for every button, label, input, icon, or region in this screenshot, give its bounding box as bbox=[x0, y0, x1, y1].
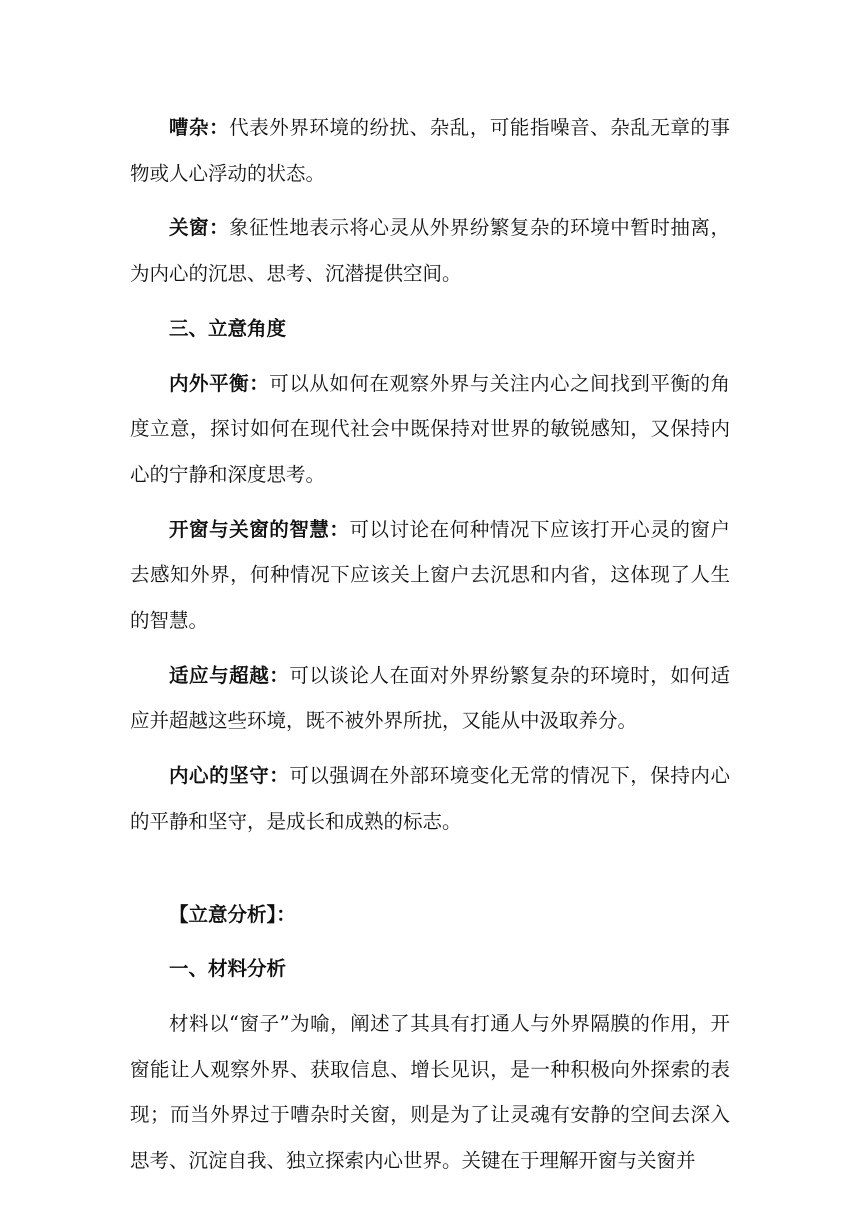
term-noise: 嘈杂： bbox=[169, 116, 230, 139]
definition-noise: 代表外界环境的纷扰、杂乱，可能指噪音、杂乱无章的事物或人心浮动的状态。 bbox=[130, 116, 730, 185]
section-heading-analysis: 【立意分析】： bbox=[169, 902, 296, 926]
term-persistence: 内心的坚守： bbox=[169, 764, 290, 788]
definition-wisdom: 可以讨论在何种情况下应该打开心灵的窗户去感知外界，何种情况下应该关上窗户去沉思和内省，这体现了人生的智慧。 bbox=[130, 517, 730, 633]
document-body bbox=[130, 105, 730, 1193]
section-heading-material: 一、材料分析 bbox=[169, 957, 287, 981]
paragraph-balance bbox=[130, 361, 730, 498]
paragraph-persistence bbox=[130, 753, 730, 844]
term-balance: 内外平衡： bbox=[169, 371, 270, 395]
term-wisdom: 开窗与关窗的智慧： bbox=[169, 517, 350, 541]
term-close-window: 关窗： bbox=[169, 216, 230, 240]
definition-balance: 可以从如何在观察外界与关注内心之间找到平衡的角度立意，探讨如何在现代社会中既保持对世界的敏锐感知，又保持内心的宁静和深度思考。 bbox=[130, 371, 730, 486]
section-heading-angles: 三、立意角度 bbox=[169, 316, 287, 340]
paragraph-noise bbox=[130, 105, 730, 196]
definition-persistence: 可以强调在外部环境变化无常的情况下，保持内心的平静和坚守，是成长和成熟的标志。 bbox=[130, 764, 730, 833]
paragraph-material-analysis: 材料以“窗子”为喻，阐述了其具有打通人与外界隔膜的作用，开窗能让人观察外界、获取信息、增长见识，是一种积极向外探索的表现；而当外界过于嘈杂时关窗，则是为了让灵魂有安静的空间去深入思考、沉淀自我、独立探索内心世界。关键在于理解开窗与关窗并 bbox=[130, 1011, 730, 1173]
definition-close-window: 象征性地表示将心灵从外界纷繁复杂的环境中暂时抽离，为内心的沉思、思考、沉潜提供空间。 bbox=[130, 216, 730, 286]
paragraph-wisdom bbox=[130, 507, 730, 644]
paragraph-close-window bbox=[130, 205, 730, 296]
term-adapt: 适应与超越： bbox=[169, 663, 290, 687]
paragraph-adapt bbox=[130, 653, 730, 744]
definition-adapt: 可以谈论人在面对外界纷繁复杂的环境时，如何适应并超越这些环境，既不被外界所扰，又能从中汲取养分。 bbox=[130, 663, 730, 733]
